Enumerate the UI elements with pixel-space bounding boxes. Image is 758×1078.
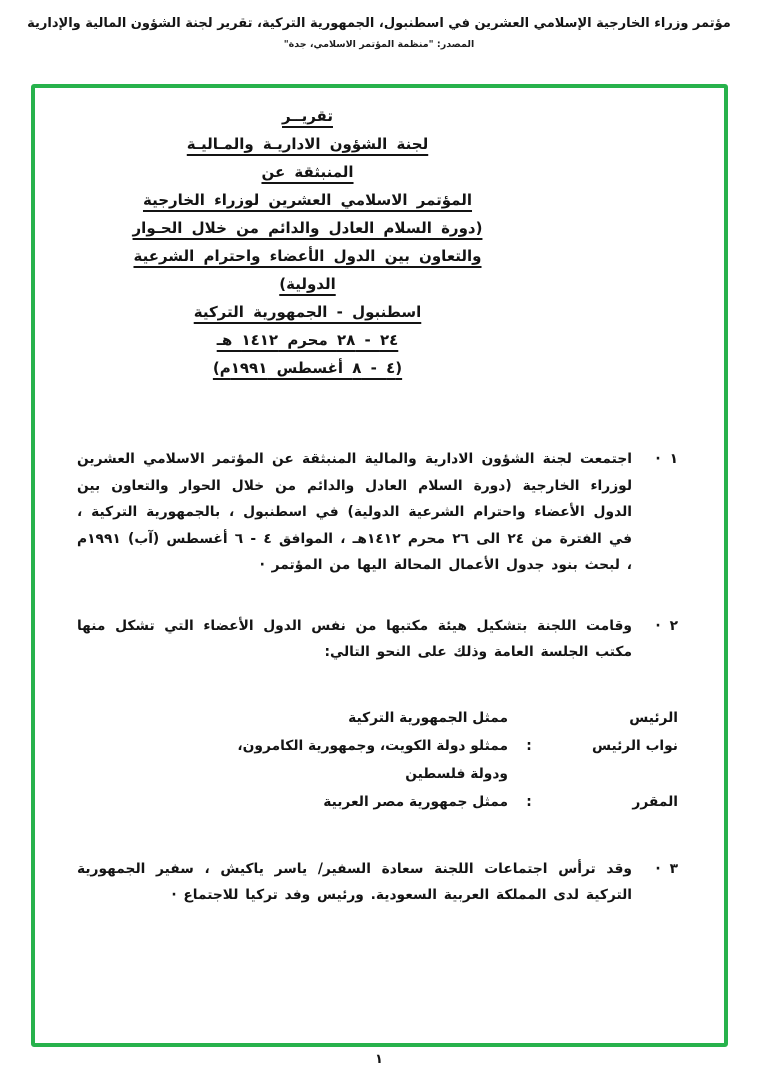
officer-description: ممثل الجمهورية التركية [348,709,508,726]
officer-description: ممثلو دولة الكويت، وجمهورية الكامرون، ودولة فلسطين [237,737,508,782]
title-line-8: اسطنبول - الجمهورية التركية [193,303,422,321]
officer-colon [508,704,550,732]
officer-role: نواب الرئيس [591,737,678,754]
paragraph-3 [77,856,678,909]
paragraph-number-value: ٢ [669,617,678,634]
officer-colon: : [526,793,532,810]
paragraph-2-text: وقامت اللجنة بتشكيل هيئة مكتبها من نفس الدول الأعضاء التي تشكل منها مكتب الجلسة العامة وذلك على النحو التالي: [77,617,632,660]
officer-role: المقرر [632,793,678,810]
title-block [7,102,608,382]
title-line-6: والتعاون بين الدول الأعضاء واحترام الشرعية [133,247,482,265]
title-line-5: (دورة السلام العادل والدائم من خلال الحـوار [132,219,483,237]
paragraph-number-dot: · [655,451,661,467]
paragraph-3-number [632,856,678,909]
caption-source: المصدر: "منظمة المؤتمر الاسلامي، جدة" [283,39,475,50]
title-line-7: الدولية) [279,275,336,293]
paragraph-1 [77,446,678,579]
title-line-9: ٢٤ - ٢٨ محرم ١٤١٢ هـ [216,331,399,349]
officer-row-vice-chairmen [77,732,678,788]
document-caption [0,16,758,50]
page-number: ١ [375,1052,383,1067]
title-line-1: تقريــر [282,107,333,125]
paragraph-3-text: وقد ترأس اجتماعات اللجنة سعادة السفير/ ياسر ياكيش ، سفير الجمهورية التركية لدى المملكة العربية السعودية. ورئيس وفد تركيا للاجتماع · [77,860,632,903]
title-line-10: (٤ - ٨ أغسطس ١٩٩١م) [212,359,403,377]
document-frame [31,84,728,1047]
paragraph-2 [77,613,678,666]
title-line-4: المؤتمر الاسلامي العشرين لوزراء الخارجية [142,191,473,209]
officer-colon: : [526,737,532,754]
paragraph-number-dot: · [655,617,661,634]
paragraph-number-value: ٣ [669,860,678,877]
officer-row-rapporteur [77,788,678,816]
officer-description: ممثل جمهورية مصر العربية [323,793,508,810]
paragraph-2-number [632,613,678,666]
title-line-2: لجنة الشؤون الاداريـة والمـاليـة [186,135,429,153]
title-line-3: المنبثقة عن [261,163,354,181]
officers-list [77,704,678,816]
officer-row-chairman [77,704,678,732]
paragraph-1-number [632,446,678,579]
paragraph-1-text: اجتمعت لجنة الشؤون الادارية والمالية المنبثقة عن المؤتمر الاسلامي العشرين لوزراء الخارجية (دورة السلام العادل والدائم من خلال الحوار والتعاون بين الدول الأعضاء واحترام الشرعية الدولية) في اسطنبول ، بالجمهورية التركية ، في الفترة من ٢٤ الى ٢٦ محرم ١٤١٢هـ ، الموافق ٤ - ٦ أغسطس (آب) ١٩٩١م ، لبحث بنود جدول الأعمال المحالة اليها من المؤتمر · [77,451,632,573]
paragraph-number-dot: · [655,860,661,877]
paragraph-number-value: ١ [669,451,678,467]
caption-title: مؤتمر وزراء الخارجية الإسلامي العشرين في اسطنبول، الجمهورية التركية، تقرير لجنة الشؤون المالية والإدارية [27,16,731,31]
officer-role: الرئيس [629,709,678,726]
